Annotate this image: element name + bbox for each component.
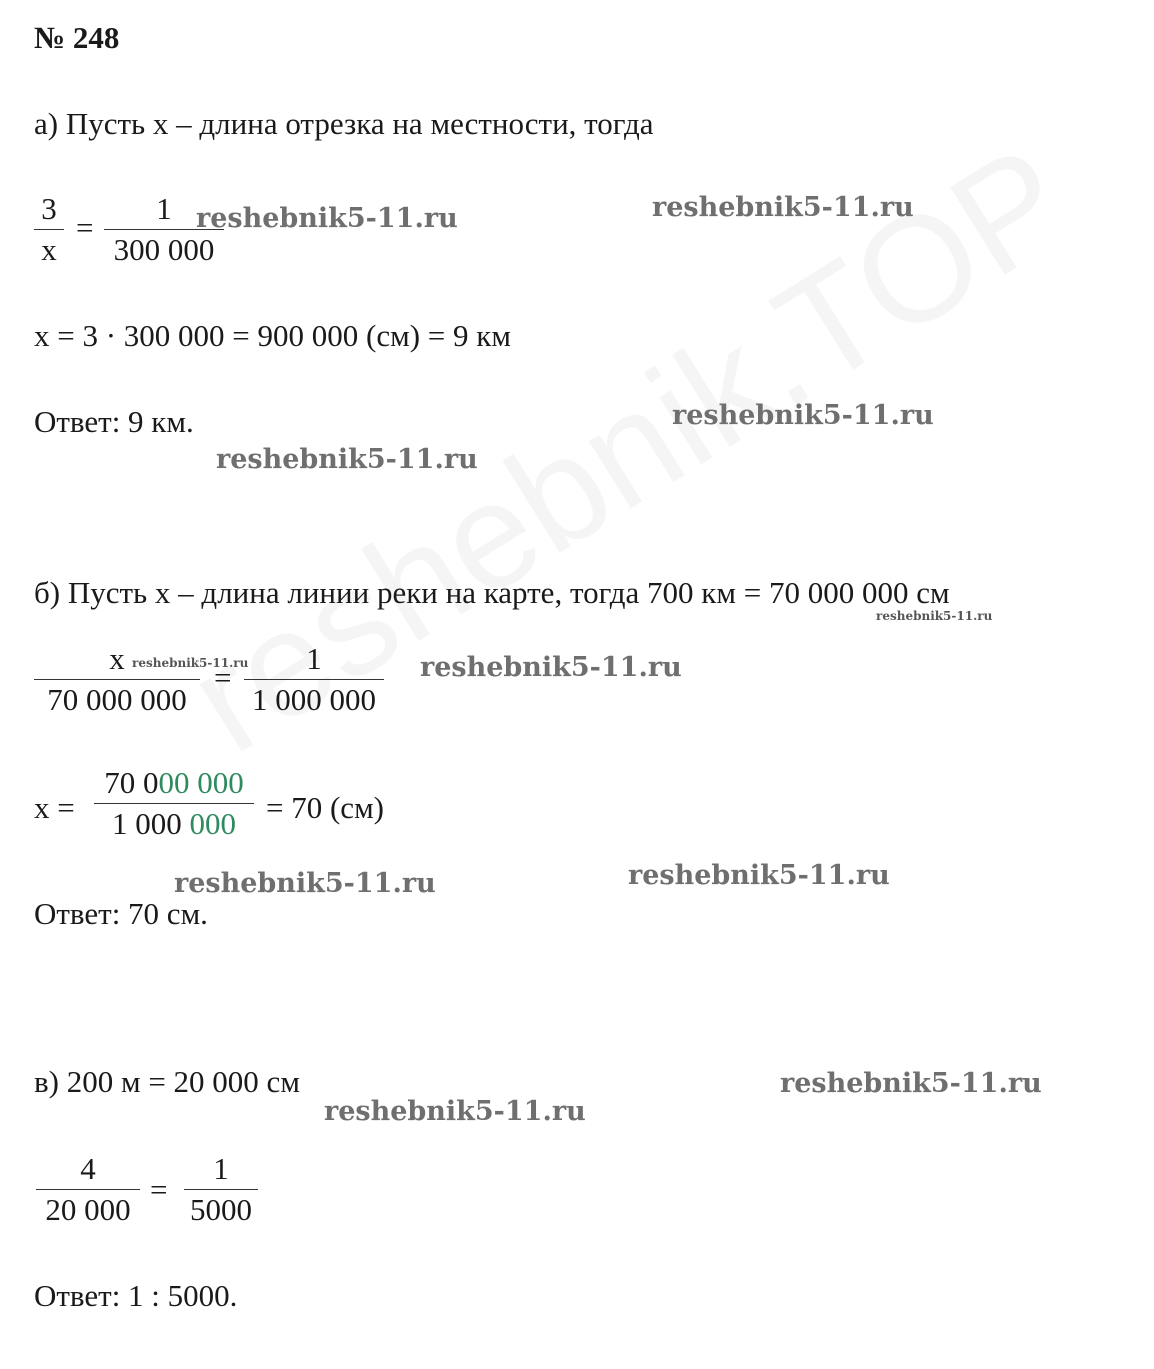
part-b-calc-result: = 70 (см) bbox=[266, 790, 385, 825]
fraction-numerator: х bbox=[109, 641, 125, 676]
problem-number: № 248 bbox=[34, 20, 120, 55]
fraction-denominator bbox=[112, 807, 236, 841]
part-a-intro: а) Пусть х – длина отрезка на местности, тогда bbox=[34, 106, 654, 141]
fraction-denominator: 1 000 000 bbox=[252, 682, 376, 717]
fraction-numerator: 1 bbox=[213, 1151, 229, 1186]
part-b-intro: б) Пусть х – длина линии реки на карте, тогда 700 км = 70 000 000 см bbox=[34, 575, 950, 610]
part-b-fraction-left bbox=[34, 642, 200, 717]
part-c-answer: Ответ: 1 : 5000. bbox=[34, 1278, 238, 1313]
part-b-fraction-right bbox=[244, 642, 384, 717]
fraction-bar bbox=[36, 1189, 140, 1190]
fraction-numerator: 4 bbox=[80, 1151, 96, 1186]
fraction-bar bbox=[94, 803, 254, 804]
site-watermark-small: reshebnik5-11.ru bbox=[132, 656, 249, 670]
part-b-calc-fraction bbox=[94, 766, 254, 841]
site-watermark: reshebnik5-11.ru bbox=[628, 860, 890, 891]
part-c-intro: в) 200 м = 20 000 см bbox=[34, 1064, 300, 1099]
site-watermark: reshebnik5-11.ru bbox=[324, 1096, 586, 1127]
fraction-numerator: 3 bbox=[41, 191, 57, 226]
equals-sign: = bbox=[150, 1172, 168, 1207]
part-b-answer: Ответ: 70 см. bbox=[34, 896, 208, 931]
site-watermark: reshebnik5-11.ru bbox=[174, 868, 436, 899]
part-a-solution: х = 3 · 300 000 = 900 000 (см) = 9 км bbox=[34, 318, 511, 353]
site-watermark: reshebnik5-11.ru bbox=[652, 192, 914, 223]
site-watermark-small: reshebnik5-11.ru bbox=[876, 609, 993, 623]
site-watermark: reshebnik5-11.ru bbox=[672, 400, 934, 431]
fraction-bar bbox=[34, 229, 64, 230]
part-c-fraction-left bbox=[36, 1152, 140, 1227]
site-watermark: reshebnik5-11.ru bbox=[216, 444, 478, 475]
fraction-numerator: 1 bbox=[306, 641, 322, 676]
part-c-fraction-right bbox=[184, 1152, 258, 1227]
site-watermark: reshebnik5-11.ru bbox=[196, 203, 458, 234]
part-b-x-equals: х = bbox=[34, 790, 75, 825]
fraction-bar bbox=[184, 1189, 258, 1190]
fraction-bar bbox=[244, 679, 384, 680]
denominator-highlight: 000 bbox=[181, 806, 236, 841]
fraction-numerator: 1 bbox=[156, 191, 172, 226]
equals-sign: = bbox=[214, 660, 232, 695]
part-a-fraction-left bbox=[34, 192, 64, 267]
denominator-part: 1 000 bbox=[112, 806, 182, 841]
fraction-denominator: 300 000 bbox=[113, 232, 215, 267]
part-a-answer: Ответ: 9 км. bbox=[34, 404, 194, 439]
fraction-denominator: 70 000 000 bbox=[47, 682, 187, 717]
fraction-denominator: 20 000 bbox=[45, 1192, 131, 1227]
site-watermark: reshebnik5-11.ru bbox=[420, 652, 682, 683]
fraction-numerator bbox=[104, 766, 244, 800]
fraction-denominator: 5000 bbox=[190, 1192, 252, 1227]
equals-sign: = bbox=[76, 210, 94, 245]
fraction-bar bbox=[34, 679, 200, 680]
numerator-part: 70 0 bbox=[104, 765, 159, 800]
site-watermark: reshebnik5-11.ru bbox=[780, 1068, 1042, 1099]
numerator-highlight: 00 000 bbox=[158, 765, 244, 800]
fraction-denominator: х bbox=[41, 232, 57, 267]
